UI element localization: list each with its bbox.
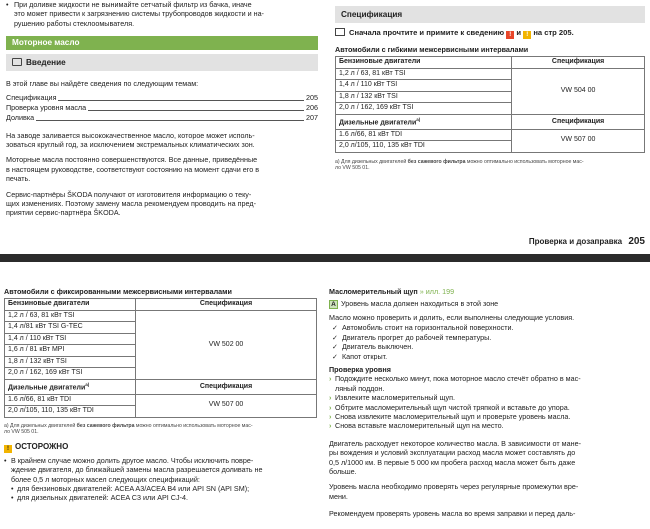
read-note-prefix: Сначала прочтите и примите к сведению (349, 28, 505, 37)
toc-intro: В этой главе вы найдёте сведения по следующим темам: (6, 79, 199, 89)
paragraph-line: ры вождения и условий эксплуатации расход масла может составлять до (329, 448, 576, 458)
bottom-right-column (329, 287, 641, 519)
list-item: • для бензиновых двигателей: ACEA A3/ACEA B4 или API SN (API SM); (11, 483, 250, 493)
check-title: Проверка уровня (329, 365, 391, 374)
regular-paragraph (329, 482, 641, 501)
list-item: › Снова извлеките масломерительный щуп и проверьте уровень масла. (329, 412, 571, 422)
caution-title-label: ОСТОРОЖНО (15, 441, 69, 451)
engine-cell: 1,8 л / 132 кВт TSI (5, 356, 136, 368)
engine-cell: 1,4 л / 110 кВт TSI (336, 80, 512, 92)
spec-cell: VW 507 00 (136, 394, 317, 417)
col-petrol-header: Бензиновые двигатели (336, 57, 512, 69)
spec-cell: VW 504 00 (512, 68, 645, 114)
engine-cell: 2,0 л/105, 110, 135 кВт TDI (336, 141, 512, 153)
list-item: ✓ Двигатель выключен. (332, 342, 414, 352)
paragraph-line: печать. (6, 174, 31, 184)
and-word: и (516, 28, 522, 37)
page-divider (0, 254, 650, 262)
paragraph (6, 155, 318, 183)
caution-body: • В крайнем случае можно долить другое масло. Чтобы исключить повре- ждение двигателя, до ближайшей замены масла разрешается доливать не более 0,5 л моторных масел следующих спецификаций: • для бензиновых двигателей: ACEA A3/ACEA B4 или API SN (API SM); • для дизельных двигателей: ACEA C3 или API CJ-4. (4, 456, 317, 503)
col-petrol-header: Бензиновые двигатели (5, 299, 136, 311)
consumption-paragraph (329, 439, 641, 477)
engine-cell: 1,2 л / 63, 81 кВт TSI (5, 310, 136, 322)
list-item: • для дизельных двигателей: ACEA C3 или API CJ-4. (11, 493, 188, 503)
paragraph-line: мени. (329, 491, 348, 501)
book-icon (12, 58, 22, 66)
footnote: a) Для дизельных двигателей без сажевого фильтра можно оптимально использовать моторное мас- ло VW 505 01. (335, 158, 584, 172)
zone-letter-badge: A (329, 300, 338, 309)
list-item: ✓ Капот открыт. (332, 352, 388, 362)
engine-cell: 1,8 л / 132 кВт TSI (336, 91, 512, 103)
spec-cell: VW 502 00 (136, 310, 317, 379)
paragraph-line: Сервис-партнёры ŠKODA получают от изготовителя информацию о теку- (6, 189, 252, 199)
toc-label: Спецификация (6, 92, 57, 102)
read-note (335, 28, 645, 39)
checkmark-icon: ✓ (332, 322, 339, 332)
toc-page: 205 (306, 92, 318, 102)
paragraph (6, 131, 318, 150)
top-right-column (335, 6, 645, 247)
arrow-icon: › (329, 374, 332, 384)
col-spec-header: Спецификация (136, 299, 317, 311)
engine-cell: 2,0 л / 162, 169 кВт TSI (336, 103, 512, 115)
col-spec-header: Спецификация (512, 114, 645, 129)
checkmark-icon: ✓ (332, 342, 339, 352)
table-title: Автомобили с гибкими межсервисными интервалами (335, 45, 529, 54)
toc-label: Доливка (6, 112, 35, 122)
intro-bullet-line: рушению работы стеклоомывателя. (14, 18, 135, 28)
read-note-suffix: на стр 205. (533, 28, 574, 37)
engine-cell: 2,0 л/105, 110, 135 кВт TDI (5, 406, 136, 418)
engine-cell: 1.6 л/66, 81 кВт TDI (336, 129, 512, 141)
arrow-icon: › (329, 421, 332, 431)
col-diesel-header: Дизельные двигатели$^{a)}$ (336, 114, 512, 129)
section-title-spec: Спецификация (335, 6, 645, 23)
intro-bullet: • При доливке жидкости не вынимайте сетчатый фильтр из бачка, иначе это может привести к загрязнению системы трубопроводов жидкости и на- рушению работы стеклоомывателя. (6, 0, 318, 28)
spec-table-fixed (4, 298, 317, 417)
toc-item[interactable] (6, 103, 318, 113)
engine-cell: 1,6 л / 81 кВт MPI (5, 345, 136, 357)
arrow-icon: › (329, 393, 332, 403)
paragraph-line: в настоящем руководстве, соответствуют состоянию на момент сдачи его в (6, 164, 260, 174)
list-item: ✓ Автомобиль стоит на горизонтальной поверхности. (332, 322, 514, 332)
engine-cell: 1,2 л / 63, 81 кВт TSI (336, 68, 512, 80)
caution-list (11, 484, 317, 503)
caution-line: более 0,5 л моторных масел следующих спецификаций: (11, 474, 200, 484)
intro-bullet-line: При доливке жидкости не вынимайте сетчатый фильтр из бачка, иначе (14, 0, 252, 9)
engine-cell: 2,0 л / 162, 169 кВт TSI (5, 368, 136, 380)
check-intro: Масло можно проверить и долить, если выполнены следующие условия. (329, 313, 575, 323)
zone-legend (329, 299, 641, 309)
spec-table-flexible (335, 56, 645, 152)
book-icon (335, 28, 345, 36)
engine-cell: 1.6 л/66, 81 кВт TDI (5, 394, 136, 406)
toc (6, 93, 318, 123)
list-item: ✓ Двигатель прогрет до рабочей температуры. (332, 332, 492, 342)
arrow-icon: › (329, 412, 332, 422)
engine-cell: 1,4 л / 110 кВт TSI (5, 333, 136, 345)
paragraph-line: щих изменениях. Поэтому замену масла рекомендуем проводить на пред- (6, 199, 256, 209)
dipstick-title (329, 287, 641, 296)
intro-bullet-line: это может привести к загрязнению системы трубопроводов жидкости и на- (14, 9, 264, 19)
arrow-icon: › (329, 402, 332, 412)
paragraph-line: На заводе заливается высококачественное масло, которое может исполь- (6, 130, 255, 140)
spec-cell: VW 507 00 (512, 129, 645, 152)
page-number: 205 (628, 236, 645, 247)
col-spec-header: Спецификация (512, 57, 645, 69)
list-item: › Извлеките масломерительный щуп. (329, 393, 455, 403)
steps-list (329, 374, 641, 430)
table-title: Автомобили с фиксированными межсервисными интервалами (4, 287, 232, 296)
caution-line: В крайнем случае можно долить другое масло. Чтобы исключить повре- (11, 455, 254, 465)
intro-header-label: Введение (26, 58, 66, 68)
cutoff-paragraph: Рекомендуем проверять уровень масла во время заправки и перед даль- (329, 509, 576, 519)
caution-icon: ! (4, 445, 12, 453)
bottom-left-column (4, 287, 317, 503)
page-footer (335, 235, 645, 249)
toc-item[interactable] (6, 93, 318, 103)
dipstick-ref-link[interactable]: » илл. 199 (419, 287, 455, 296)
dipstick-title-label: Масломерительный щуп (329, 287, 418, 296)
list-item: › Снова вставьте масломерительный щуп на место. (329, 421, 504, 431)
paragraph-line: зоваться круглый год, за исключением экстремальных климатических зон. (6, 140, 255, 150)
paragraph-line: Двигатель расходует некоторое количество масла. В зависимости от мане- (329, 438, 581, 448)
top-left-column (6, 0, 318, 218)
zone-text: Уровень масла должен находиться в этой зоне (341, 299, 499, 309)
intro-header (6, 54, 318, 71)
caution-icon: ! (523, 31, 531, 39)
section-title-engine-oil: Моторное масло (6, 36, 318, 50)
col-diesel-header: Дизельные двигатели$^{a)}$ (5, 379, 136, 394)
conditions-list (329, 323, 641, 362)
caution-line: ждение двигателя, до ближайшей замены масла разрешается доливать не (11, 465, 263, 475)
toc-item[interactable] (6, 113, 318, 123)
toc-page: 207 (306, 112, 318, 122)
paragraph (6, 190, 318, 218)
page-footer-label: Проверка и дозаправка (528, 237, 623, 246)
list-item: › Обтрите масломерительный щуп чистой тряпкой и вставьте до упора. (329, 402, 570, 412)
checkmark-icon: ✓ (332, 352, 339, 362)
toc-label: Проверка уровня масла (6, 102, 87, 112)
paragraph-line: Уровень масла необходимо проверять через регулярные промежутки вре- (329, 482, 579, 492)
checkmark-icon: ✓ (332, 332, 339, 342)
footnote: a) Для дизельных двигателей без сажевого фильтра можно оптимально использовать моторное мас- ло VW 505 01. (4, 422, 253, 436)
toc-page: 206 (306, 102, 318, 112)
paragraph-line: больше. (329, 467, 357, 477)
col-spec-header: Спецификация (136, 379, 317, 394)
paragraph-line: приятии сервис-партнёра ŠKODA. (6, 208, 121, 218)
caution-title (4, 442, 317, 453)
engine-cell: 1,4 л/81 кВт TSI G-TEC (5, 322, 136, 334)
paragraph-line: Моторные масла постоянно совершенствуются. Все данные, приведённые (6, 155, 258, 165)
warning-icon: ! (506, 31, 514, 39)
paragraph-line: 0,5 л/1000 км. В первые 5 000 км пробега расход масла может быть даже (329, 457, 576, 467)
list-item: › Подождите несколько минут, пока моторное масло стечёт обратно в мас- ляный поддон. (329, 374, 581, 393)
